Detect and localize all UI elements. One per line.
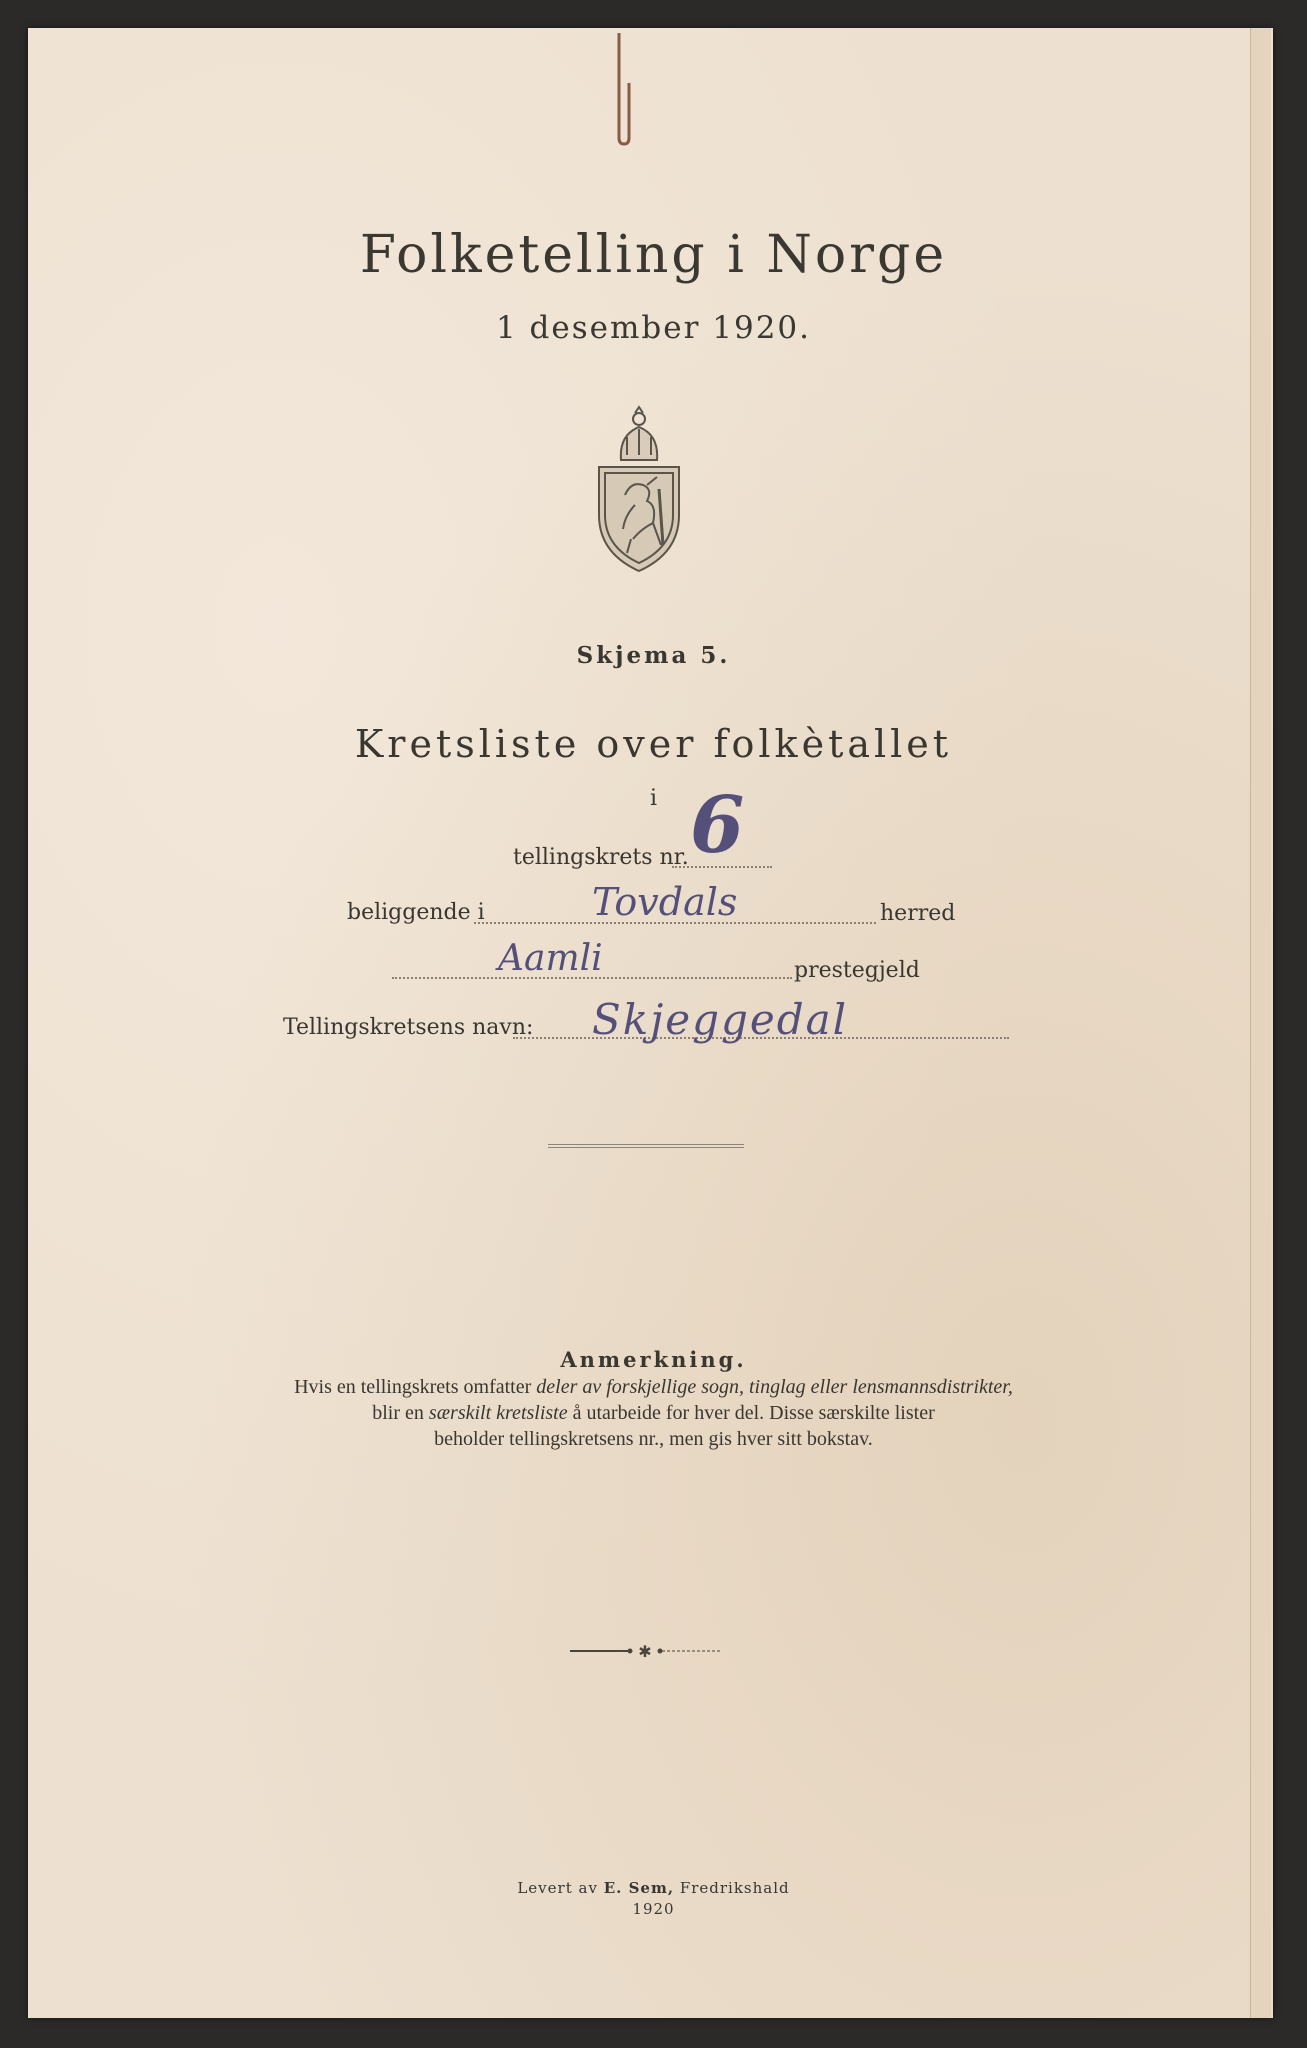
herred-label: herred — [880, 901, 956, 926]
remark-text — [0, 1374, 1307, 1452]
schema-number: Skjema 5. — [576, 642, 731, 669]
beliggende-value: Tovdals — [592, 880, 738, 924]
printer-year: 1920 — [632, 1900, 675, 1918]
printer-line — [0, 1878, 1307, 1899]
krets-nr-value: 6 — [690, 780, 745, 871]
document-title: Folketelling i Norge — [359, 225, 948, 285]
printer-imprint — [0, 1878, 1307, 1920]
remark-line-2b: særskilt kretsliste — [428, 1402, 568, 1424]
prestegjeld-value: Aamli — [498, 938, 603, 979]
preposition-i: i — [649, 786, 658, 811]
form-heading: Kretsliste over folkètallet — [354, 722, 953, 766]
remark-line-3: beholder tellingskretsens nr., men gis hver sitt bokstav. — [434, 1428, 873, 1450]
printer-name: E. Sem, — [603, 1879, 675, 1897]
coat-of-arms-icon — [591, 405, 687, 575]
paper-clip-icon — [613, 28, 633, 148]
svg-text:✱: ✱ — [638, 1642, 652, 1661]
remark-line-2c: å utarbeide for hver del. Disse særskilte lister — [567, 1402, 935, 1424]
remark-line-1 — [0, 1374, 1307, 1400]
beliggende-label: beliggende i — [347, 900, 485, 925]
remark-line-2a: blir en — [372, 1402, 429, 1424]
remark-title: Anmerkning. — [560, 1347, 747, 1372]
ornament-divider-icon — [570, 1641, 720, 1661]
krets-nr-label: tellingskrets nr. — [513, 845, 689, 870]
section-divider — [548, 1144, 744, 1148]
remark-line-2 — [0, 1400, 1307, 1426]
remark-line-1b: deler av forskjellige sogn, tinglag eller lensmannsdistrikter, — [536, 1376, 1013, 1398]
census-date: 1 desember 1920. — [495, 310, 812, 346]
navn-label: Tellingskretsens navn: — [283, 1015, 534, 1040]
printer-prefix: Levert av — [517, 1879, 604, 1897]
navn-value: Skjeggedal — [592, 995, 849, 1044]
prestegjeld-label: prestegjeld — [794, 958, 920, 983]
remark-line-1a: Hvis en tellingskrets omfatter — [294, 1376, 537, 1398]
printer-place: Fredrikshald — [674, 1879, 790, 1897]
